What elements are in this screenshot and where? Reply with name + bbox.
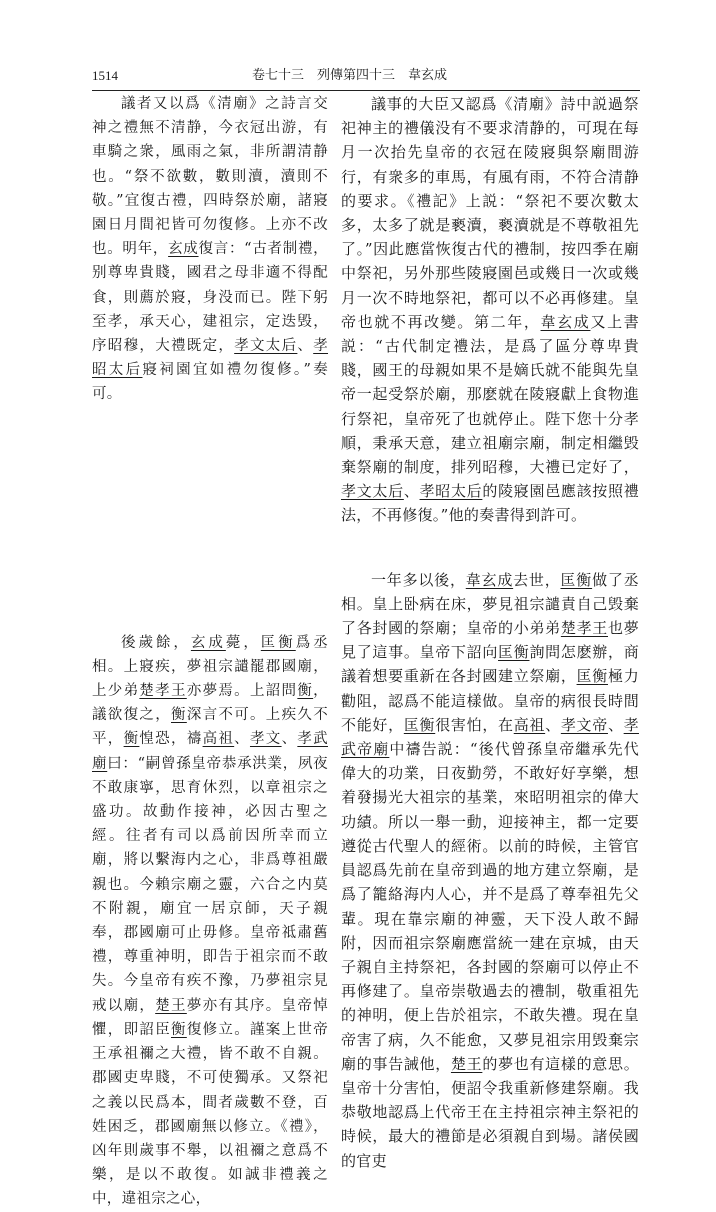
proper-name: 孝武帝廟: [341, 715, 639, 759]
text-run: 很害怕，在: [435, 715, 514, 734]
text-run: 又上書説：“古代制定禮法，是爲了區分尊卑貴賤，國王的母親如果不是嫡氏就不能與先皇帝一起受祭於廟，那麽就在陵寢獻上食物進行祭祀，皇帝死了也就停止。陛下您十分孝順，秉承天意，建立祖廟宗廟，制定相繼毁棄祭廟的制度，排列昭穆，大禮已定好了，: [341, 312, 639, 477]
proper-name: 孝文太后: [234, 338, 298, 355]
page-number: 1514: [92, 68, 118, 83]
text-run: 中禱告説：“後代曾孫皇帝繼承先代偉大的功業，日夜勤勞，不敢好好享樂，想着發揚光大祖宗的基業，來昭明祖宗的偉大功績。所以一舉一動，迎接神主，都一定要遵從古代聖人的經術。以前的時候，主管官員認爲先前在皇帝到過的地方建立祭廟，是爲了籠絡海内人心，并不是爲了尊奉祖先父輩。現在靠宗廟的神靈，天下没人敢不歸附，因而祖宗祭廟應當統一建在京城，由天子親自主持祭祀，各封國的祭廟可以停止不再修建了。皇帝崇敬過去的禮制，敬重祖先的神明，便上告於祖宗，不敢失禮。現在皇帝害了病，久不能愈，又夢見祖宗用毁棄宗廟的事告誡他，: [341, 740, 639, 1073]
proper-name: 衡: [171, 707, 187, 724]
running-head: 卷七十三 列傳第四十三 韋玄成: [252, 68, 448, 83]
translation-paragraph-1: [341, 92, 639, 528]
translation-column: [341, 92, 639, 1173]
proper-name: 高祖: [202, 731, 235, 748]
text-run: 、: [545, 715, 561, 734]
translation-paragraph-2: [341, 568, 639, 1173]
text-run: 、: [281, 731, 298, 748]
proper-name: 匡衡: [498, 643, 530, 662]
proper-name: 孝昭太后: [92, 338, 329, 379]
text-run: 議者又以爲《清廟》之詩言交神之禮無不清静，今衣冠出游，有車騎之衆，風雨之氣，非所謂清静也。“祭不欲數，數則瀆，瀆則不敬。”宜復古禮，四時祭於廟，諸寢園日月間祀皆可勿復修。上亦不改也。明年，: [92, 96, 328, 258]
proper-name: 匡衡: [560, 570, 593, 589]
proper-name: 楚孝王: [139, 683, 187, 700]
column-gap: [341, 528, 639, 568]
text-run: 也夢見了這事。皇帝下詔向: [341, 619, 640, 662]
proper-name: 孝昭太后: [419, 482, 483, 501]
text-run: 惶恐，禱: [139, 731, 203, 748]
proper-name: 楚王: [155, 997, 187, 1014]
text-run: 深言不可。上疾久不平，: [92, 707, 329, 748]
column-gap: [92, 407, 328, 631]
text-run: 、: [234, 731, 250, 748]
classical-paragraph-2: [92, 631, 328, 1212]
text-run: 詢問怎麽辦，商議着想要重新在各封國建立祭廟，: [341, 643, 639, 686]
proper-name: 衡: [171, 1021, 187, 1038]
proper-name: 韋玄成: [540, 312, 591, 331]
text-run: 爲丞相。上寢疾，夢祖宗譴罷郡國廟，上少弟: [92, 634, 329, 700]
classical-text-column: [92, 92, 328, 1212]
proper-name: 衡: [297, 683, 314, 700]
proper-name: 孝文帝: [560, 715, 608, 734]
text-run: 薨，: [225, 634, 261, 651]
proper-name: 孝文: [249, 731, 282, 748]
text-run: 議事的大臣又認爲《清廟》詩中説過祭祀神主的禮儀没有不要求清静的，可現在每月一次抬先皇帝的衣冠在陵寢與祭廟間游行，有衆多的車馬，有風有雨，不符合清静的要求。《禮記》上説：“祭祀不要次數太多，太多了就是褻瀆，褻瀆就是不尊敬祖先了。”因此應當恢復古代的禮制，按四季在廟中祭祀，另外那些陵寢園邑或幾日一次或幾月一次不時地祭祀，都可以不必再修建。皇帝也就不再改變。第二年，: [341, 95, 639, 331]
proper-name: 韋玄成: [465, 570, 514, 589]
text-run: 復修立。謹案上世帝王承祖禰之大禮，皆不敢不自親。郡國吏卑賤，不可使獨承。又祭祀之義以民爲本，間者歲數不登，百姓困乏，郡國廟無以修立。《禮》，凶年則歲事不舉，以祖禰之意爲不樂，是以不敢復。如誠非禮義之中，違祖宗之心，: [92, 1021, 329, 1208]
text-run: 復言：“古者制禮，别尊卑貴賤，國君之母非適不得配食，則薦於寢，身没而已。陛下躬至孝，承天心，建祖宗，定迭毁，序昭穆，大禮既定，: [92, 241, 328, 355]
proper-name: 玄成: [168, 241, 199, 258]
text-run: 夢亦有其序。皇帝悼懼，即詔臣: [92, 997, 329, 1038]
text-run: 、: [607, 715, 624, 734]
proper-name: 楚王: [450, 1054, 483, 1073]
proper-name: 匡衡: [576, 667, 608, 686]
text-run: 後歲餘，: [121, 634, 191, 651]
classical-paragraph-1: [92, 92, 328, 407]
proper-name: 孝武廟: [92, 731, 328, 772]
text-run: 的夢也有這樣的意思。皇帝十分害怕，便詔令我重新修建祭廟。我恭敬地認爲上代帝王在主持祖宗神主祭祀的時候，最大的禮節是必須親自到場。諸侯國的官吏: [341, 1054, 639, 1170]
text-run: 、: [297, 338, 314, 355]
proper-name: 玄成: [190, 634, 226, 651]
text-run: 寢祠園宜如禮勿復修。”奏可。: [92, 362, 329, 403]
page-header: [92, 66, 640, 86]
text-run: 去世，: [513, 570, 561, 589]
text-run: ，議欲復之，: [92, 683, 328, 724]
proper-name: 匡衡: [260, 634, 296, 651]
proper-name: 高祖: [513, 715, 546, 734]
proper-name: 匡衡: [403, 715, 436, 734]
text-run: 做了丞相。皇上卧病在床，夢見祖宗譴責自己毁棄了各封國的祭廟；皇帝的小弟弟: [341, 570, 639, 638]
text-run: 一年多以後，: [371, 570, 466, 589]
proper-name: 孝文太后: [341, 482, 404, 501]
text-run: 、: [403, 482, 420, 501]
proper-name: 衡: [123, 731, 140, 748]
text-run: 的陵寢園邑應該按照禮法，不再修復。”他的奏書得到許可。: [341, 482, 640, 525]
proper-name: 楚孝王: [560, 619, 608, 638]
text-run: 亦夢焉。上詔問: [186, 683, 298, 700]
text-run: 曰：“嗣曾孫皇帝恭承洪業，夙夜不敢康寧，思育休烈，以章祖宗之盛功。故動作接神，必因古聖之經。往者有司以爲前因所幸而立廟，將以繫海内之心，非爲尊祖嚴親也。今賴宗廟之靈，六合之内莫不附親，廟宜一居京師，天子親奉，郡國廟可止毋修。皇帝祗肅舊禮，尊重神明，即告于祖宗而不敢失。今皇帝有疾不豫，乃夢祖宗見戒以廟，: [92, 755, 328, 1014]
header-rule: [92, 90, 640, 91]
text-run: 極力勸阻，認爲不能這樣做。皇帝的病很長時間不能好，: [341, 667, 639, 734]
